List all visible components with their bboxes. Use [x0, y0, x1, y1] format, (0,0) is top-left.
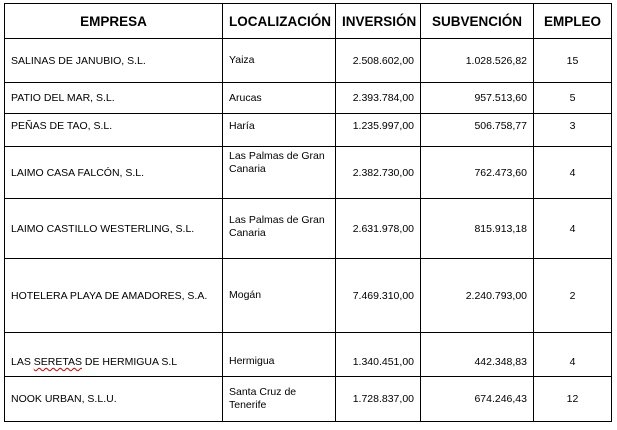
cell-empresa: SALINAS DE JANUBIO, S.L.: [5, 39, 223, 83]
header-subvencion: SUBVENCIÓN: [421, 4, 534, 39]
cell-localizacion: Las Palmas de Gran Canaria: [223, 147, 336, 199]
cell-empleo: 4: [534, 147, 612, 199]
cell-localizacion: Yaiza: [223, 39, 336, 83]
header-empresa: EMPRESA: [5, 4, 223, 39]
cell-subvencion: 442.348,83: [421, 333, 534, 377]
cell-inversion: 2.508.602,00: [336, 39, 421, 83]
cell-empleo: 2: [534, 259, 612, 333]
cell-localizacion: Las Palmas de Gran Canaria: [223, 199, 336, 259]
cell-localizacion: Arucas: [223, 83, 336, 114]
cell-localizacion: Haría: [223, 114, 336, 147]
cell-localizacion: Mogán: [223, 259, 336, 333]
cell-localizacion: Hermigua: [223, 333, 336, 377]
table-row: [5, 377, 612, 422]
cell-empresa: NOOK URBAN, S.L.U.: [5, 377, 223, 422]
header-localizacion: LOCALIZACIÓN: [223, 4, 336, 39]
cell-empresa: LAIMO CASA FALCÓN, S.L.: [5, 147, 223, 199]
table-row: [5, 147, 612, 199]
empresa-suffix: DE HERMIGUA S.L: [82, 356, 178, 368]
cell-inversion: 1.728.837,00: [336, 377, 421, 422]
table-row: [5, 114, 612, 147]
cell-subvencion: 762.473,60: [421, 147, 534, 199]
table-row: [5, 199, 612, 259]
header-inversion: INVERSIÓN: [336, 4, 421, 39]
table-row: [5, 39, 612, 83]
header-empleo: EMPLEO: [534, 4, 612, 39]
cell-empleo: 5: [534, 83, 612, 114]
cell-subvencion: 2.240.793,00: [421, 259, 534, 333]
cell-empleo: 4: [534, 199, 612, 259]
cell-subvencion: 1.028.526,82: [421, 39, 534, 83]
cell-subvencion: 674.246,43: [421, 377, 534, 422]
subsidies-table: [4, 3, 612, 422]
cell-inversion: 2.631.978,00: [336, 199, 421, 259]
cell-subvencion: 957.513,60: [421, 83, 534, 114]
cell-empleo: 15: [534, 39, 612, 83]
cell-empleo: 3: [534, 114, 612, 147]
empresa-prefix: LAS: [11, 356, 34, 368]
cell-empresa: PATIO DEL MAR, S.L.: [5, 83, 223, 114]
cell-empresa: HOTELERA PLAYA DE AMADORES, S.A.: [5, 259, 223, 333]
cell-inversion: 1.235.997,00: [336, 114, 421, 147]
cell-empleo: 12: [534, 377, 612, 422]
cell-empresa: LAIMO CASTILLO WESTERLING, S.L.: [5, 199, 223, 259]
spellcheck-flagged-word: SERETAS: [33, 356, 82, 368]
cell-inversion: 2.393.784,00: [336, 83, 421, 114]
cell-empresa: PEÑAS DE TAO, S.L.: [5, 114, 223, 147]
cell-empleo: 4: [534, 333, 612, 377]
cell-inversion: 7.469.310,00: [336, 259, 421, 333]
table-row: [5, 333, 612, 377]
cell-inversion: 2.382.730,00: [336, 147, 421, 199]
table-row: [5, 259, 612, 333]
table-header-row: [5, 4, 612, 39]
cell-inversion: 1.340.451,00: [336, 333, 421, 377]
cell-localizacion: Santa Cruz de Tenerife: [223, 377, 336, 422]
cell-subvencion: 506.758,77: [421, 114, 534, 147]
cell-empresa: [5, 333, 223, 377]
cell-subvencion: 815.913,18: [421, 199, 534, 259]
table-row: [5, 83, 612, 114]
